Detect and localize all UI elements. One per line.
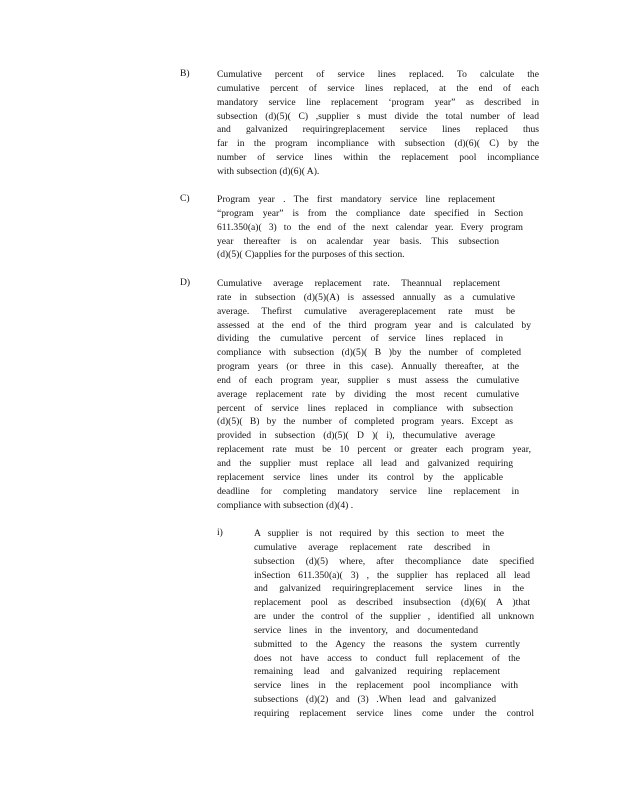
text-line: mandatory service line replacement ‘program year” as described in <box>217 96 539 108</box>
item-label: D) <box>180 277 191 288</box>
item-body <box>254 527 534 721</box>
text-line: assessed at the end of the third program year and is calculated by <box>217 319 531 331</box>
item-label: C) <box>180 193 190 204</box>
text-line: far in the program incompliance with subsection (d)(6)( C) by the <box>217 138 539 150</box>
text-line: Cumulative average replacement rate. Theannual replacement <box>217 278 500 289</box>
text-line: replacement pool as described insubsection (d)(6)( A )that <box>254 597 530 609</box>
text-line: compliance with subsection (d)(4) . <box>217 499 354 511</box>
text-line: average replacement rate by dividing the most recent cumulative <box>217 388 519 400</box>
text-line: year thereafter is on acalendar year basis. This subsection <box>217 235 499 247</box>
text-line: (d)(5)( C)applies for the purposes of this section. <box>217 249 405 261</box>
text-line: does not have access to conduct full replacement of the <box>254 652 520 664</box>
text-line: requiring replacement service lines come under the control <box>254 707 534 719</box>
text-line: service lines in the replacement pool incompliance with <box>254 680 518 692</box>
item-label: i) <box>217 527 223 538</box>
text-line: replacement service lines under its control by the applicable <box>217 471 503 483</box>
text-line: service lines in the inventory, and documentedand <box>254 624 478 636</box>
text-line: Program year . The first mandatory service line replacement <box>217 194 495 205</box>
text-line: dividing the cumulative percent of service lines replaced in <box>217 333 503 345</box>
text-line: provided in subsection (d)(5)( D )( i), thecumulative average <box>217 430 495 442</box>
item-body <box>217 193 523 262</box>
text-line: replacement rate must be 10 percent or greater each program year, <box>217 444 531 456</box>
text-line: “program year” is from the compliance date specified in Section <box>217 207 523 219</box>
text-line: percent of service lines replaced in compliance with subsection <box>217 402 513 414</box>
text-line: cumulative percent of service lines replaced, at the end of each <box>217 82 539 94</box>
text-line: rate in subsection (d)(5)(A) is assessed annually as a cumulative <box>217 291 515 303</box>
text-line: end of each program year, supplier s must assess the cumulative <box>217 374 519 386</box>
text-line: subsection (d)(5) where, after thecompliance date specified <box>254 555 534 567</box>
text-line: subsection (d)(5)( C) ,supplier s must divide the total number of lead <box>217 110 539 122</box>
text-line: number of service lines within the replacement pool incompliance <box>217 152 539 164</box>
text-line: with subsection (d)(6)( A). <box>217 165 320 177</box>
text-line: deadline for completing mandatory service line replacement in <box>217 485 519 497</box>
text-line: and the supplier must replace all lead and galvanized requiring <box>217 457 513 469</box>
text-line: subsections (d)(2) and (3) .When lead and galvanized <box>254 694 496 706</box>
item-label: B) <box>180 68 190 79</box>
text-line: inSection 611.350(a)( 3) , the supplier has replaced all lead <box>254 569 530 581</box>
text-line: (d)(5)( B) by the number of completed program years. Except as <box>217 416 513 428</box>
text-line: Cumulative percent of service lines replaced. To calculate the <box>217 69 539 80</box>
text-line: average. Thefirst cumulative averagereplacement rate must be <box>217 305 515 317</box>
item-body <box>217 277 531 512</box>
text-line: and galvanized requiringreplacement service lines replaced thus <box>217 124 539 136</box>
text-line: compliance with subsection (d)(5)( B )by the number of completed <box>217 347 521 359</box>
text-line: A supplier is not required by this section to meet the <box>254 528 504 539</box>
text-line: 611.350(a)( 3) to the end of the next calendar year. Every program <box>217 221 523 233</box>
text-line: cumulative average replacement rate described in <box>254 541 490 553</box>
text-line: are under the control of the supplier , identified all unknown <box>254 611 534 623</box>
text-line: submitted to the Agency the reasons the system currently <box>254 638 520 650</box>
text-line: and galvanized requiringreplacement service lines in the <box>254 583 524 595</box>
item-body <box>217 68 539 179</box>
text-line: program years (or three in this case). Annually thereafter, at the <box>217 361 519 373</box>
text-line: remaining lead and galvanized requiring replacement <box>254 666 500 678</box>
